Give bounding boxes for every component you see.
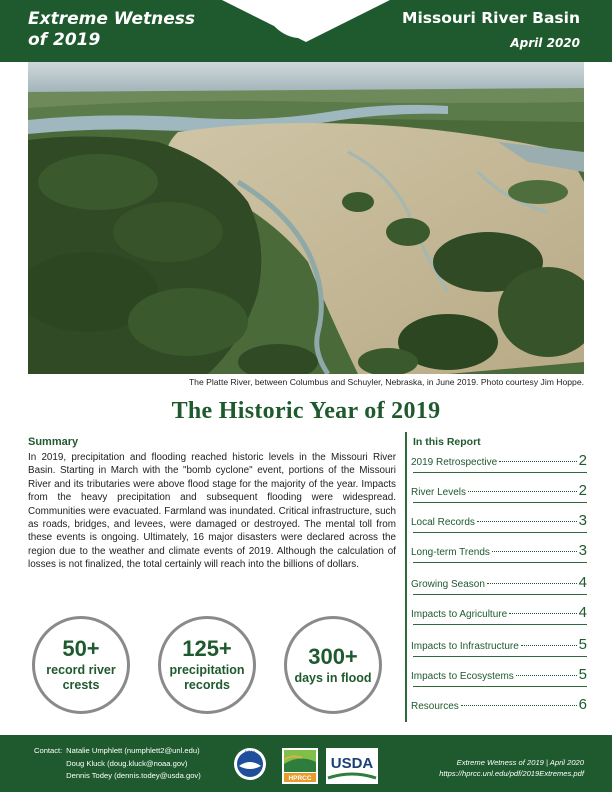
toc-item-label: Growing Season <box>411 579 485 590</box>
partner-logos <box>232 738 382 790</box>
toc-item-label: Impacts to Ecosystems <box>411 671 514 682</box>
toc-leader-dots <box>477 521 577 522</box>
toc-item-page: 2 <box>578 482 587 499</box>
hprcc-logo-text: HPRCC <box>288 775 312 782</box>
toc-item-page: 5 <box>578 636 587 653</box>
noaa-logo-icon <box>234 748 266 780</box>
stat-label-line1: record river <box>46 663 116 677</box>
toc-item-label: Resources <box>411 701 459 712</box>
toc-item-page: 4 <box>578 604 587 621</box>
noaa-logo-text: NOAA <box>244 750 256 754</box>
hprcc-logo-icon <box>282 748 318 784</box>
summary-heading: Summary <box>28 436 79 448</box>
basin-title: Missouri River Basin <box>402 9 580 27</box>
report-date: April 2020 <box>510 36 580 50</box>
stat-label-line1: days in flood <box>294 670 372 685</box>
contact-doug[interactable]: Doug Kluck (doug.kluck@noaa.gov) <box>66 758 188 768</box>
toc-item-2019-retrospective[interactable] <box>411 452 587 469</box>
contact-block <box>34 745 201 783</box>
toc-divider <box>413 472 587 473</box>
toc-item-impacts-agriculture[interactable] <box>411 604 587 621</box>
toc-divider <box>413 532 587 533</box>
toc-item-page: 2 <box>578 452 587 469</box>
toc-leader-dots <box>509 613 577 614</box>
footer-report-info <box>439 757 584 779</box>
toc-item-resources[interactable] <box>411 696 587 713</box>
toc-item-long-term-trends[interactable] <box>411 542 587 559</box>
toc-item-page: 3 <box>578 512 587 529</box>
toc-divider <box>413 502 587 503</box>
stat-river-crests <box>32 616 130 714</box>
page-title: The Historic Year of 2019 <box>171 398 441 424</box>
toc-divider <box>413 624 587 625</box>
stat-label-line1: precipitation <box>169 663 245 677</box>
toc-divider <box>413 656 587 657</box>
photo-caption: The Platte River, between Columbus and Schuyler, Nebraska, in June 2019. Photo courtesy Jim Hoppe. <box>188 377 584 387</box>
toc-leader-dots <box>461 705 577 706</box>
platte-river-aerial-image <box>28 62 584 374</box>
toc-divider <box>413 686 587 687</box>
stat-number: 125+ <box>182 636 232 661</box>
stat-number: 50+ <box>62 636 100 661</box>
stat-days-in-flood <box>284 616 382 714</box>
toc-divider <box>413 562 587 563</box>
footer-report-line: Extreme Wetness of 2019 | April 2020 <box>456 758 584 767</box>
toc-item-label: Impacts to Infrastructure <box>411 641 519 652</box>
usda-logo-text: USDA <box>330 755 374 772</box>
toc-item-page: 5 <box>578 666 587 683</box>
toc-leader-dots <box>487 583 577 584</box>
cover-photo <box>28 62 584 374</box>
toc-item-page: 6 <box>578 696 587 713</box>
toc-leader-dots <box>521 645 577 646</box>
toc-leader-dots <box>468 491 577 492</box>
stat-label-line2: records <box>184 678 230 692</box>
table-of-contents <box>405 432 587 722</box>
toc-item-growing-season[interactable] <box>411 574 587 591</box>
toc-item-local-records[interactable] <box>411 512 587 529</box>
toc-leader-dots <box>516 675 577 676</box>
toc-item-label: Local Records <box>411 517 475 528</box>
toc-leader-dots <box>499 461 576 462</box>
contact-dennis[interactable]: Dennis Todey (dennis.todey@usda.gov) <box>66 771 201 780</box>
footer-url-link[interactable]: https://hprcc.unl.edu/pdf/2019Extremes.pdf <box>439 769 584 778</box>
series-title-line2: of 2019 <box>28 30 101 50</box>
series-title <box>28 9 198 51</box>
stat-precipitation-records <box>158 616 256 714</box>
toc-item-page: 4 <box>578 574 587 591</box>
toc-item-impacts-infrastructure[interactable] <box>411 636 587 653</box>
summary-paragraph: In 2019, precipitation and flooding reached historic levels in the Missouri River Basin. Starting in March with the "bomb cyclone" event, portions of the Missouri River and its tributaries were above flood stage for the majority of the year. Impacts from the heavy precipitation and subsequent flooding were widespread. Communities were evacuated. Farmland was inundated. Critical infrastructure, such as roads, bridges, and levees, were damaged or destroyed. The mental toll from these events is ongoing. Ultimately, 16 major disasters were declared across the region due to the weather and climate events of 2019. Although the calculation of losses is not finalized, the total certainly will reach into the billions of dollars. <box>28 452 396 571</box>
toc-item-label: River Levels <box>411 487 467 498</box>
toc-item-impacts-ecosystems[interactable] <box>411 666 587 683</box>
stat-label-line2: crests <box>62 678 100 692</box>
toc-item-label: 2019 Retrospective <box>411 457 498 468</box>
contact-label: Contact: <box>34 746 63 755</box>
contact-natalie[interactable]: Natalie Umphlett (numphlett2@unl.edu) <box>66 746 200 755</box>
toc-item-label: Long-term Trends <box>411 547 490 558</box>
toc-heading: In this Report <box>413 436 481 448</box>
toc-item-label: Impacts to Agriculture <box>411 609 508 620</box>
toc-item-river-levels[interactable] <box>411 482 587 499</box>
usda-logo-icon <box>326 748 378 784</box>
toc-item-page: 3 <box>578 542 587 559</box>
toc-divider <box>413 594 587 595</box>
series-title-line1: Extreme Wetness <box>28 9 195 29</box>
stat-number: 300+ <box>308 643 358 669</box>
toc-leader-dots <box>492 551 577 552</box>
